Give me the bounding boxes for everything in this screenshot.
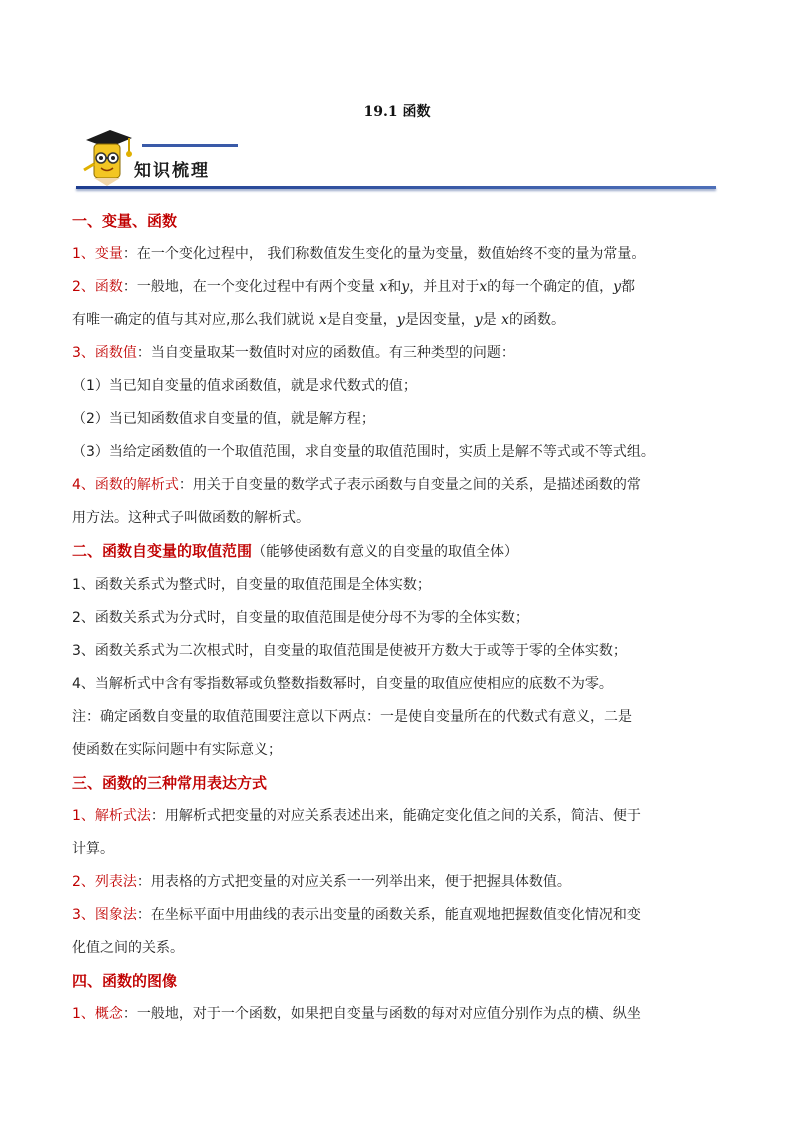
paragraph-text: ：用解析式把变量的对应关系表述出来，能确定变化值之间的关系，简洁、便于 xyxy=(150,808,641,824)
term-label: 3、图象法 xyxy=(72,907,137,923)
text-fragment: ：一般地，在一个变化过程中有两个变量 xyxy=(122,279,380,295)
note-cont: 使函数在实际问题中有实际意义； xyxy=(72,742,282,758)
paragraph-text: ：在坐标平面中用曲线的表示出变量的函数关系，能直观地把握数值变化情况和变 xyxy=(136,907,641,923)
paragraph-analytic-cont: 计算。 xyxy=(72,841,114,857)
paragraph-text: ：用表格的方式把变量的对应关系一一列举出来，便于把握具体数值。 xyxy=(136,874,571,890)
paragraph-variable xyxy=(72,238,724,271)
paragraph-function-cont xyxy=(72,304,724,337)
text-fragment: 是 xyxy=(482,312,502,328)
text-fragment: ，并且对于 xyxy=(409,279,480,295)
paragraph-function-value xyxy=(72,337,724,370)
page-title: 19.1 函数 xyxy=(363,104,431,120)
math-var: y xyxy=(396,312,405,328)
paragraph-text: ：当自变量取某一数值时对应的函数值。有三种类型的问题： xyxy=(136,345,515,361)
paragraph-text: ：在一个变化过程中， 我们称数值发生变化的量为变量，数值始终不变的量为常量。 xyxy=(122,246,646,262)
paragraph-expression-cont: 用方法。这种式子叫做函数的解析式。 xyxy=(72,510,310,526)
math-var: y xyxy=(401,279,410,295)
list-item: 4、当解析式中含有零指数幂或负整数指数幂时，自变量的取值应使相应的底数不为零。 xyxy=(72,676,613,692)
section-heading: 一、变量、函数 xyxy=(72,212,178,230)
list-item: 3、函数关系式为二次根式时，自变量的取值范围是使被开方数大于或等于零的全体实数； xyxy=(72,643,627,659)
math-var: x xyxy=(479,279,488,295)
term-label: 1、变量 xyxy=(72,246,123,262)
section-heading-range xyxy=(72,535,724,569)
paragraph-graph-cont: 化值之间的关系。 xyxy=(72,940,184,956)
paragraph-graph xyxy=(72,899,724,932)
term-label: 4、函数的解析式 xyxy=(72,477,179,493)
note: 注：确定函数自变量的取值范围要注意以下两点：一是使自变量所在的代数式有意义，二是 xyxy=(72,709,632,725)
paragraph-table xyxy=(72,866,724,899)
paragraph-text: ：一般地，对于一个函数，如果把自变量与函数的每对对应值分别作为点的横、纵坐 xyxy=(122,1006,641,1022)
paragraph-function xyxy=(72,271,724,304)
content-body xyxy=(72,205,724,1031)
paragraph-concept xyxy=(72,998,724,1031)
banner-top-rule xyxy=(142,144,238,147)
text-fragment: 是自变量， xyxy=(326,312,397,328)
text-fragment: 是因变量， xyxy=(404,312,475,328)
list-item: 2、函数关系式为分式时，自变量的取值范围是使分母不为零的全体实数； xyxy=(72,610,529,626)
text-fragment: 和 xyxy=(387,279,402,295)
knowledge-banner xyxy=(72,124,716,194)
paragraph-analytic xyxy=(72,800,724,833)
list-item: （2）当已知函数值求自变量的值，就是解方程； xyxy=(72,411,375,427)
heading-note: （能够使函数有意义的自变量的取值全体） xyxy=(252,544,519,560)
math-var: x xyxy=(318,312,327,328)
section-heading: 二、函数自变量的取值范围 xyxy=(72,542,253,560)
paragraph-expression xyxy=(72,469,724,502)
text-fragment: 都 xyxy=(621,279,636,295)
banner-label: 知识梳理 xyxy=(134,161,210,181)
list-item: 1、函数关系式为整式时，自变量的取值范围是全体实数； xyxy=(72,577,431,593)
math-var: x xyxy=(501,312,510,328)
term-label: 2、函数 xyxy=(72,279,123,295)
math-var: y xyxy=(474,312,483,328)
term-label: 1、概念 xyxy=(72,1006,123,1022)
paragraph-text: ：用关于自变量的数学式子表示函数与自变量之间的关系，是描述函数的常 xyxy=(178,477,641,493)
text-fragment: 的函数。 xyxy=(509,312,566,328)
banner-rule xyxy=(76,186,716,189)
graduate-pencil-mascot-icon xyxy=(72,124,136,186)
term-label: 1、解析式法 xyxy=(72,808,151,824)
text-fragment: 的每一个确定的值， xyxy=(487,279,614,295)
term-label: 3、函数值 xyxy=(72,345,137,361)
math-var: x xyxy=(379,279,388,295)
section-heading: 三、函数的三种常用表达方式 xyxy=(72,774,268,792)
section-heading: 四、函数的图像 xyxy=(72,972,178,990)
text-fragment: 有唯一确定的值与其对应,那么我们就说 xyxy=(72,312,319,328)
term-label: 2、列表法 xyxy=(72,874,137,890)
list-item: （3）当给定函数值的一个取值范围，求自变量的取值范围时，实质上是解不等式或不等式组。 xyxy=(72,444,655,460)
math-var: y xyxy=(613,279,622,295)
list-item: （1）当已知自变量的值求函数值，就是求代数式的值； xyxy=(72,378,417,394)
